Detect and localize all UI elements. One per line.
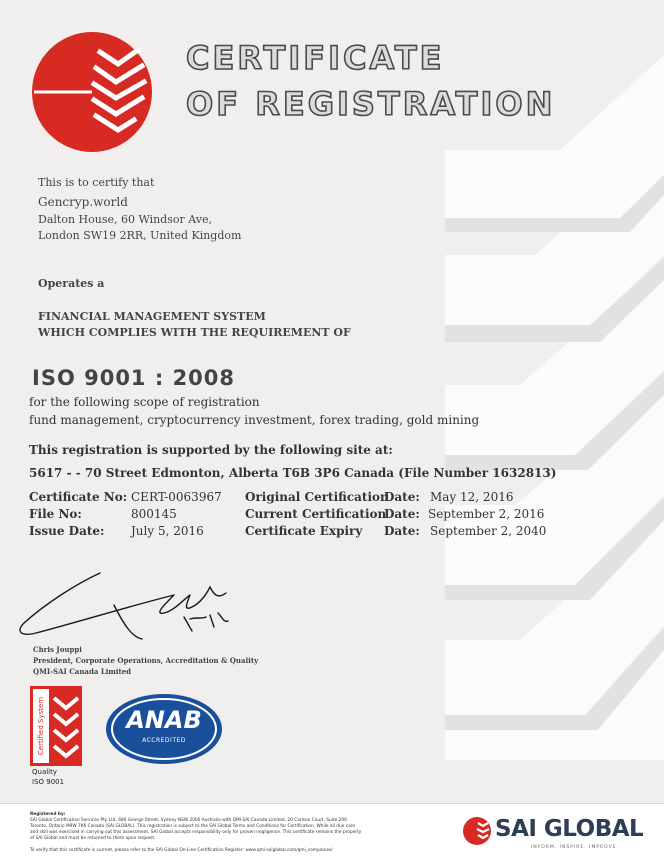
cert-no-value: CERT-0063967: [131, 490, 222, 504]
original-date-value: May 12, 2016: [430, 490, 514, 504]
signatory-org: QMI-SAI Canada Limited: [33, 667, 132, 676]
anab-badge: [104, 692, 224, 766]
certificate-title-line1: CERTIFICATE: [186, 39, 445, 77]
scope-text: fund management, cryptocurrency investment, forex trading, gold mining: [29, 413, 480, 427]
operates-text: Operates a: [38, 277, 105, 290]
certify-text: This is to certify that: [38, 176, 155, 189]
footer-line5: To verify that this certificate is current, please refer to the SAI Global On-Line Certification Register: www.qmi-saiglobal.com/qmi_companies/: [30, 848, 333, 853]
system-line1: FINANCIAL MANAGEMENT SYSTEM: [38, 310, 266, 323]
site-intro: This registration is supported by the following site at:: [29, 443, 393, 457]
issue-date-label: Issue Date:: [29, 524, 105, 538]
footer-line4: of SAI Global and must be returned to them upon request.: [30, 836, 156, 841]
footer-line1: SAI Global Certification Services Pty Ltd, 680 George Street, Sydney NSW 2000 Australia with QMI-SAI Canada Limited, 20 Carlson Court, Suite 200: [30, 818, 347, 823]
current-cert-label: Current Certification: [245, 507, 387, 521]
scope-intro: for the following scope of registration: [29, 395, 260, 409]
footer-line3: and skill was exercised in carrying out this assessment, SAI Global accepts responsibility only for proven negligence. This certificate remains the property: [30, 830, 362, 835]
file-no-value: 800145: [131, 507, 177, 521]
accredited-text: ACCREDITED: [142, 737, 186, 744]
company-name: Gencryp.world: [38, 195, 128, 209]
address-line1: Dalton House, 60 Windsor Ave,: [38, 213, 212, 226]
sai-global-logo-icon: [462, 816, 492, 846]
current-date-value: September 2, 2016: [428, 507, 545, 521]
expiry-date-value: September 2, 2040: [430, 524, 547, 538]
badge-quality-text: Quality: [32, 768, 58, 776]
footer-line2: Toronto, Ontario M9W 7K6 Canada (SAI GLOBAL). This registration is subject to the SAI Global Terms and Conditions for Certification. While all due care: [30, 824, 356, 829]
signature-icon: [14, 565, 244, 645]
site-address: 5617 - - 70 Street Edmonton, Alberta T6B 3P6 Canada (File Number 1632813): [29, 466, 557, 480]
file-no-label: File No:: [29, 507, 82, 521]
sai-global-brand: SAI GLOBAL: [495, 816, 644, 842]
certified-system-text: Certified System: [37, 696, 45, 756]
address-line2: London SW19 2RR, United Kingdom: [38, 229, 242, 242]
original-cert-label: Original Certification: [245, 490, 389, 504]
current-date-label: Date:: [384, 507, 420, 521]
footer-registered-by: Registered by:: [30, 812, 66, 817]
expiry-date-label: Date:: [384, 524, 420, 538]
sai-global-tagline: INFORM. INSPIRE. IMPROVE.: [531, 845, 619, 850]
certified-system-badge: [30, 686, 82, 798]
issue-date-value: July 5, 2016: [131, 524, 204, 538]
original-date-label: Date:: [384, 490, 420, 504]
registrar-logo-icon: [30, 30, 154, 154]
cert-expiry-label: Certificate Expiry: [245, 524, 363, 538]
signatory-title: President, Corporate Operations, Accreditation & Quality: [33, 656, 259, 665]
anab-text: ANAB: [126, 706, 202, 734]
signatory-name: Chris Jouppi: [33, 645, 82, 654]
cert-no-label: Certificate No:: [29, 490, 128, 504]
badge-iso-text: ISO 9001: [32, 778, 65, 786]
system-line2: WHICH COMPLIES WITH THE REQUIREMENT OF: [38, 326, 351, 339]
iso-standard: ISO 9001 : 2008: [32, 366, 236, 390]
certificate-title-line2: OF REGISTRATION: [186, 85, 556, 123]
